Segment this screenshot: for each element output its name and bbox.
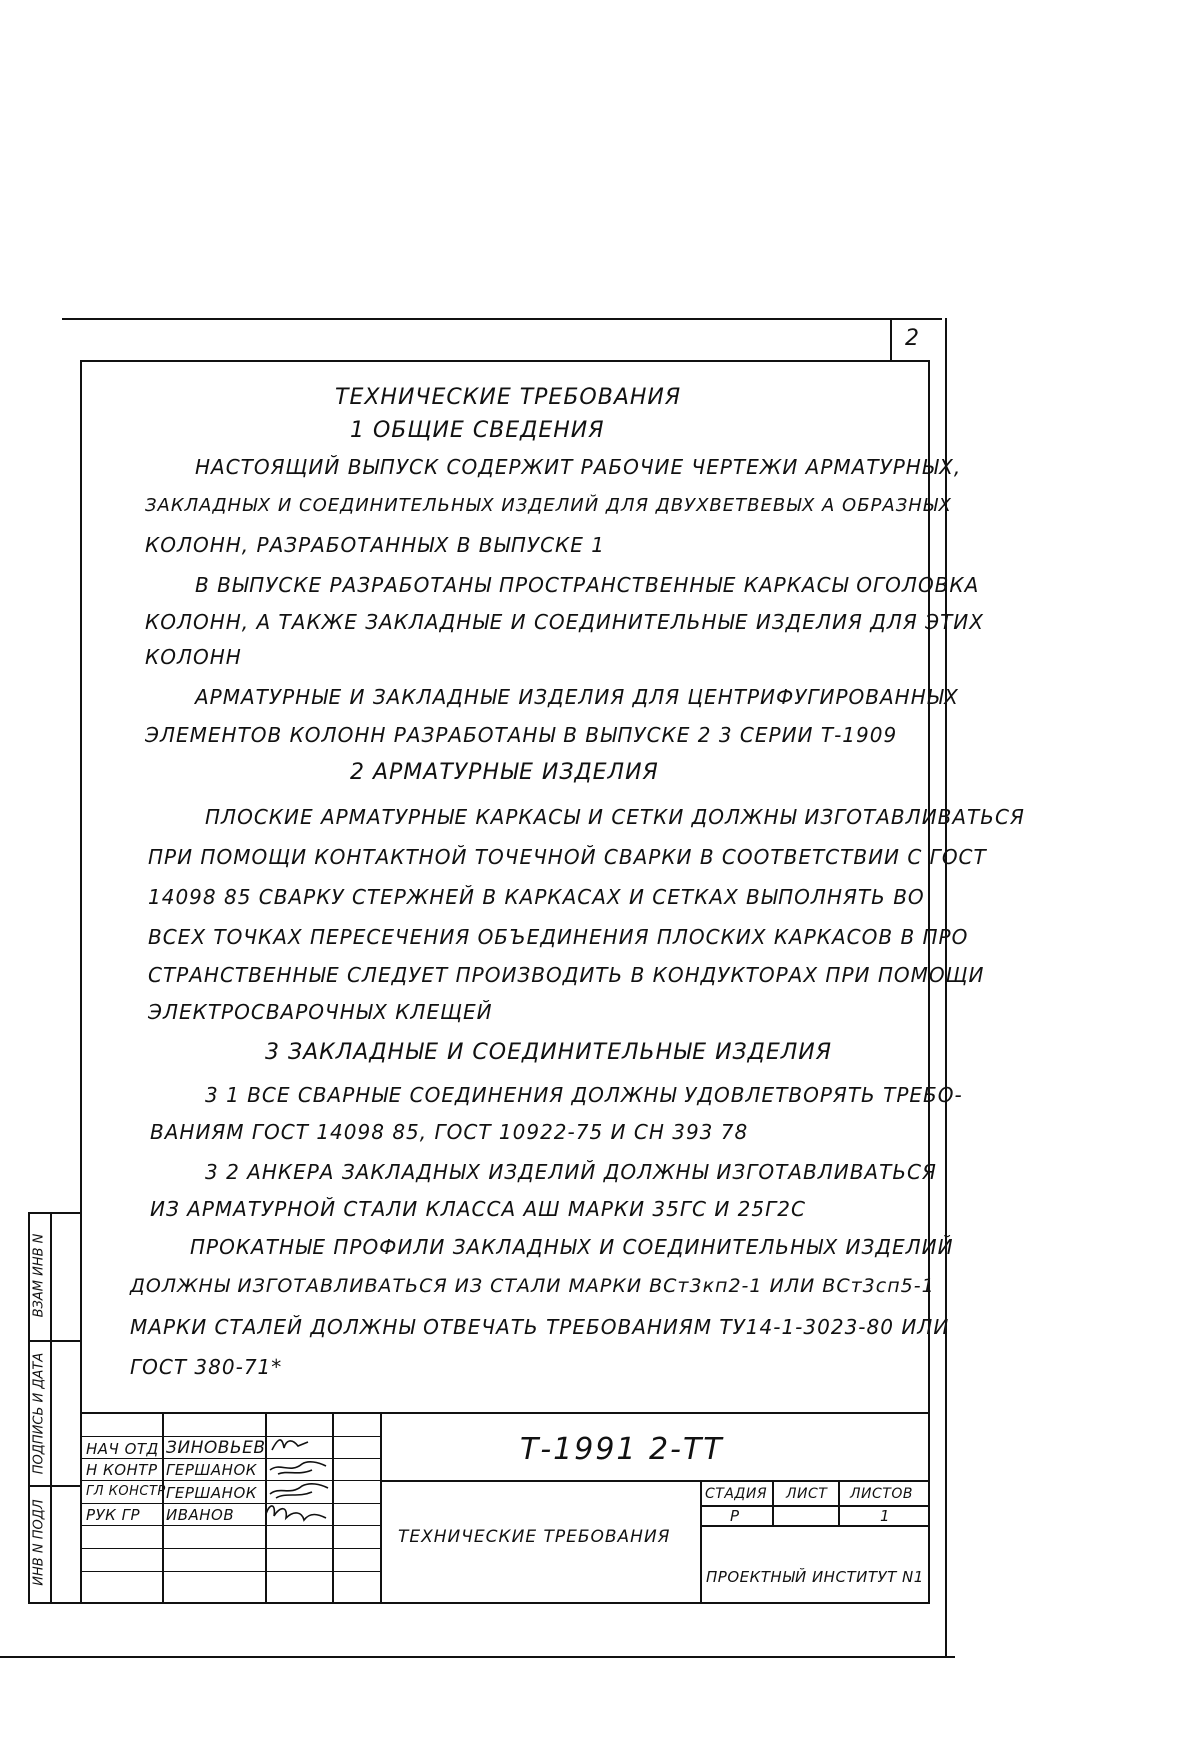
paragraph-line: 14098 85 СВАРКУ СТЕРЖНЕЙ В КАРКАСАХ И СЕТКАХ ВЫПОЛНЯТЬ ВО [148, 885, 925, 909]
side-stamp-line [28, 1602, 80, 1604]
title-block-divider [838, 1480, 840, 1527]
stage-value: Р [730, 1507, 740, 1525]
title-block-divider [332, 1412, 334, 1604]
paragraph-line: ЭЛЕКТРОСВАРОЧНЫХ КЛЕЩЕЙ [148, 1000, 493, 1024]
title-block-top-line [80, 1412, 930, 1414]
signer-row-line [80, 1436, 380, 1437]
signer-row-line [80, 1503, 380, 1504]
paragraph-line: ЭЛЕМЕНТОВ КОЛОНН РАЗРАБОТАНЫ В ВЫПУСКЕ 2 3 СЕРИИ Т-1909 [145, 723, 898, 747]
paragraph-line: ДОЛЖНЫ ИЗГОТАВЛИВАТЬСЯ ИЗ СТАЛИ МАРКИ ВСт3кп2-1 ИЛИ ВСт3сп5-1 [130, 1275, 935, 1297]
paragraph-line: ПЛОСКИЕ АРМАТУРНЫЕ КАРКАСЫ И СЕТКИ ДОЛЖНЫ ИЗГОТАВЛИВАТЬСЯ [205, 805, 1025, 829]
signer-row-line [80, 1571, 380, 1572]
title-block-divider [162, 1412, 164, 1604]
side-label: ПОДПИСЬ И ДАТА [31, 1352, 47, 1475]
title-block-divider [700, 1525, 930, 1527]
sheet-header: ЛИСТ [786, 1486, 828, 1502]
paragraph-line: МАРКИ СТАЛЕЙ ДОЛЖНЫ ОТВЕЧАТЬ ТРЕБОВАНИЯМ ТУ14-1-3023-80 ИЛИ [130, 1315, 950, 1339]
drawing-designation: Т-1991 2-ТТ [520, 1432, 724, 1467]
paragraph-line: КОЛОНН [145, 645, 242, 669]
paragraph-line: СТРАНСТВЕННЫЕ СЛЕДУЕТ ПРОИЗВОДИТЬ В КОНДУКТОРАХ ПРИ ПОМОЩИ [148, 963, 985, 987]
title-block-divider [700, 1480, 702, 1604]
stage-header: СТАДИЯ [705, 1486, 768, 1502]
signer-name: ИВАНОВ [166, 1506, 235, 1524]
signer-role: Н КОНТР [86, 1461, 158, 1479]
paragraph-line: КОЛОНН, РАЗРАБОТАННЫХ В ВЫПУСКЕ 1 [145, 533, 605, 557]
title-block-divider [772, 1480, 774, 1527]
signer-row-line [80, 1480, 380, 1481]
side-stamp-line [50, 1212, 52, 1604]
signer-role: РУК ГР [86, 1506, 141, 1524]
paragraph-line: 3 1 ВСЕ СВАРНЫЕ СОЕДИНЕНИЯ ДОЛЖНЫ УДОВЛЕТВОРЯТЬ ТРЕБО- [205, 1083, 963, 1107]
signer-row-line [80, 1525, 380, 1526]
signer-role: ГЛ КОНСТР [86, 1484, 166, 1499]
paragraph-line: 3 2 АНКЕРА ЗАКЛАДНЫХ ИЗДЕЛИЙ ДОЛЖНЫ ИЗГОТАВЛИВАТЬСЯ [205, 1160, 937, 1184]
title-block-divider [380, 1412, 382, 1604]
sheet-number-divider [890, 318, 892, 360]
organization-name: ПРОЕКТНЫЙ ИНСТИТУТ N1 [706, 1568, 924, 1586]
sheet-number: 2 [905, 326, 919, 351]
signer-row-line [80, 1548, 380, 1549]
right-border-line [945, 318, 947, 1658]
signature-mark [262, 1500, 332, 1526]
paragraph-line: ИЗ АРМАТУРНОЙ СТАЛИ КЛАССА АШ МАРКИ 35ГС И 25Г2С [150, 1197, 806, 1221]
signer-name: ЗИНОВЬЕВ [166, 1438, 266, 1458]
section1-heading: 1 ОБЩИЕ СВЕДЕНИЯ [350, 418, 605, 443]
section3-heading: 3 ЗАКЛАДНЫЕ И СОЕДИНИТЕЛЬНЫЕ ИЗДЕЛИЯ [265, 1040, 833, 1065]
sheets-header: ЛИСТОВ [850, 1486, 913, 1502]
signer-role: НАЧ ОТД [86, 1440, 159, 1458]
signer-name: ГЕРШАНОК [166, 1484, 257, 1502]
bottom-border-line [0, 1656, 955, 1658]
signer-row-line [80, 1458, 380, 1459]
paragraph-line: ВСЕХ ТОЧКАХ ПЕРЕСЕЧЕНИЯ ОБЪЕДИНЕНИЯ ПЛОСКИХ КАРКАСОВ В ПРО [148, 925, 969, 949]
paragraph-line: ПРИ ПОМОЩИ КОНТАКТНОЙ ТОЧЕЧНОЙ СВАРКИ В СООТВЕТСТВИИ С ГОСТ [148, 845, 987, 869]
side-label: ВЗАМ ИНВ N [31, 1233, 47, 1318]
paragraph-line: КОЛОНН, А ТАКЖЕ ЗАКЛАДНЫЕ И СОЕДИНИТЕЛЬНЫЕ ИЗДЕЛИЯ ДЛЯ ЭТИХ [145, 610, 984, 634]
signature-mark [268, 1478, 332, 1502]
paragraph-line: АРМАТУРНЫЕ И ЗАКЛАДНЫЕ ИЗДЕЛИЯ ДЛЯ ЦЕНТРИФУГИРОВАННЫХ [195, 685, 959, 709]
paragraph-line: ЗАКЛАДНЫХ И СОЕДИНИТЕЛЬНЫХ ИЗДЕЛИЙ ДЛЯ ДВУХВЕТВЕВЫХ А ОБРАЗНЫХ [145, 495, 952, 516]
title-block-doc-title: ТЕХНИЧЕСКИЕ ТРЕБОВАНИЯ [398, 1527, 671, 1547]
signature-mark [268, 1456, 332, 1480]
paragraph-line: НАСТОЯЩИЙ ВЫПУСК СОДЕРЖИТ РАБОЧИЕ ЧЕРТЕЖИ АРМАТУРНЫХ, [195, 455, 962, 479]
signer-name: ГЕРШАНОК [166, 1461, 257, 1479]
paragraph-line: В ВЫПУСКЕ РАЗРАБОТАНЫ ПРОСТРАНСТВЕННЫЕ КАРКАСЫ ОГОЛОВКА [195, 573, 980, 597]
document-title: ТЕХНИЧЕСКИЕ ТРЕБОВАНИЯ [335, 385, 682, 410]
top-border-line [62, 318, 942, 320]
sheets-value: 1 [880, 1507, 891, 1525]
side-stamp-line [28, 1212, 30, 1604]
paragraph-line: ВАНИЯМ ГОСТ 14098 85, ГОСТ 10922-75 И СН 393 78 [150, 1120, 749, 1144]
section2-heading: 2 АРМАТУРНЫЕ ИЗДЕЛИЯ [350, 760, 659, 785]
paragraph-line: ГОСТ 380-71* [130, 1355, 283, 1379]
title-block-divider [380, 1480, 930, 1482]
paragraph-line: ПРОКАТНЫЕ ПРОФИЛИ ЗАКЛАДНЫХ И СОЕДИНИТЕЛЬНЫХ ИЗДЕЛИЙ [190, 1235, 954, 1259]
signature-mark [268, 1434, 332, 1456]
side-label: ИНВ N ПОДЛ [31, 1499, 47, 1586]
